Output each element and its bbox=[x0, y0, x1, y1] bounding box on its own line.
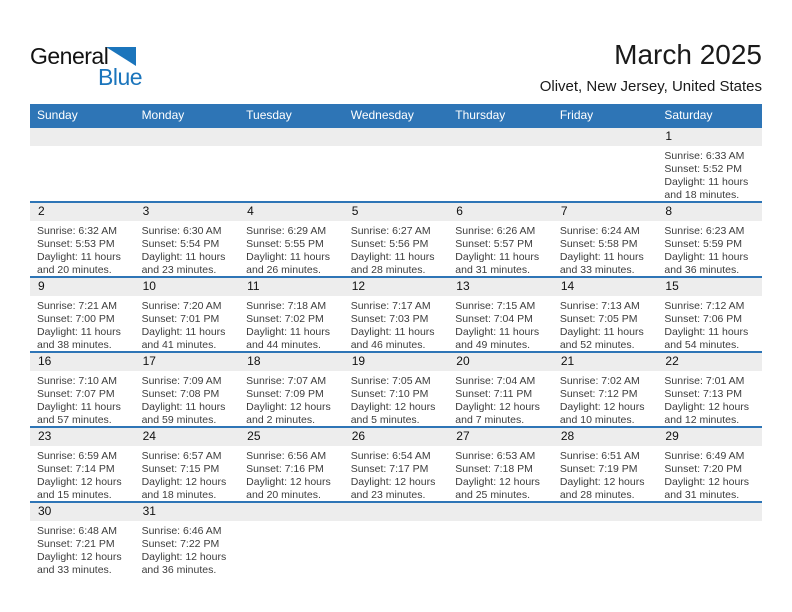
date-number-1: 1 bbox=[665, 129, 673, 143]
weekday-header-tuesday: Tuesday bbox=[246, 108, 292, 122]
day-cell-empty bbox=[239, 146, 344, 202]
detail-line: Daylight: 11 hours bbox=[37, 251, 121, 263]
detail-line: Sunrise: 7:04 AM bbox=[455, 375, 536, 387]
detail-line: and 20 minutes. bbox=[246, 489, 321, 501]
detail-line: Daylight: 11 hours bbox=[664, 326, 749, 338]
date-number-27: 27 bbox=[456, 429, 470, 443]
detail-line: Daylight: 12 hours bbox=[664, 401, 750, 413]
detail-line: Sunset: 7:18 PM bbox=[455, 463, 533, 475]
day-cell-details-3 bbox=[135, 221, 240, 277]
date-number-empty bbox=[344, 503, 449, 521]
location-subtitle: Olivet, New Jersey, United States bbox=[539, 78, 762, 95]
day-cell-details-31 bbox=[135, 521, 240, 577]
day-cell-details-12 bbox=[344, 296, 449, 352]
detail-line: Sunset: 7:13 PM bbox=[664, 388, 743, 400]
day-details-band bbox=[30, 521, 762, 576]
detail-line: Sunrise: 7:05 AM bbox=[350, 375, 431, 387]
detail-line: Sunset: 7:19 PM bbox=[559, 463, 638, 475]
detail-line: and 38 minutes. bbox=[37, 339, 112, 351]
day-cell-details-27 bbox=[448, 446, 553, 502]
detail-line: Sunset: 7:15 PM bbox=[141, 463, 220, 475]
detail-line: Sunset: 5:58 PM bbox=[559, 238, 638, 250]
day-cell-empty bbox=[553, 521, 658, 577]
detail-line: and 23 minutes. bbox=[350, 489, 426, 501]
logo-text-blue: Blue bbox=[98, 64, 143, 90]
detail-line: and 46 minutes. bbox=[350, 339, 426, 351]
detail-line: Sunset: 7:10 PM bbox=[350, 388, 429, 400]
day-cell-empty bbox=[448, 521, 553, 577]
detail-line: and 15 minutes. bbox=[37, 489, 112, 501]
weekday-header-row bbox=[30, 104, 762, 126]
date-number-3: 3 bbox=[142, 204, 150, 218]
week-row-6 bbox=[30, 501, 762, 576]
weekday-header-sunday: Sunday bbox=[37, 108, 78, 122]
date-number-band bbox=[30, 428, 762, 446]
date-number-empty bbox=[135, 128, 240, 146]
detail-line: Daylight: 12 hours bbox=[455, 476, 540, 488]
day-cell-empty bbox=[344, 521, 449, 577]
detail-line: Sunset: 7:03 PM bbox=[350, 313, 429, 325]
day-cell-details-8 bbox=[657, 221, 762, 277]
detail-line: Sunset: 5:56 PM bbox=[350, 238, 429, 250]
date-number-band bbox=[30, 503, 762, 521]
detail-line: Sunset: 5:57 PM bbox=[455, 238, 533, 250]
date-number-5: 5 bbox=[351, 204, 359, 218]
detail-line: and 18 minutes. bbox=[141, 489, 217, 501]
detail-line: Daylight: 12 hours bbox=[350, 401, 436, 413]
detail-line: Sunrise: 7:15 AM bbox=[455, 300, 536, 312]
detail-line: and 31 minutes. bbox=[664, 489, 740, 501]
day-cell-empty bbox=[344, 146, 449, 202]
day-cell-details-17 bbox=[135, 371, 240, 427]
day-cell-details-18 bbox=[239, 371, 344, 427]
day-details-band bbox=[30, 371, 762, 426]
day-cell-empty bbox=[30, 146, 135, 202]
detail-line: Sunrise: 6:27 AM bbox=[350, 225, 431, 237]
detail-line: Daylight: 12 hours bbox=[37, 551, 122, 563]
date-number-12: 12 bbox=[351, 279, 366, 293]
date-number-band bbox=[30, 278, 762, 296]
detail-line: Sunrise: 7:07 AM bbox=[246, 375, 327, 387]
detail-line: Sunset: 7:22 PM bbox=[141, 538, 220, 550]
detail-line: Sunset: 7:08 PM bbox=[141, 388, 220, 400]
detail-line: Daylight: 12 hours bbox=[141, 476, 227, 488]
logo-text-general: General bbox=[30, 43, 109, 69]
day-cell-details-19 bbox=[344, 371, 449, 427]
date-number-23: 23 bbox=[38, 429, 52, 443]
detail-line: and 33 minutes. bbox=[559, 264, 635, 276]
week-row-5 bbox=[30, 426, 762, 501]
day-cell-details-2 bbox=[30, 221, 135, 277]
detail-line: Daylight: 12 hours bbox=[559, 401, 645, 413]
detail-line: and 23 minutes. bbox=[141, 264, 217, 276]
detail-line: Sunrise: 7:18 AM bbox=[246, 300, 327, 312]
detail-line: Daylight: 12 hours bbox=[37, 476, 122, 488]
detail-line: Sunset: 5:59 PM bbox=[664, 238, 743, 250]
detail-line: Sunrise: 6:26 AM bbox=[455, 225, 536, 237]
date-number-14: 14 bbox=[560, 279, 575, 293]
day-cell-empty bbox=[239, 521, 344, 577]
detail-line: Sunset: 7:16 PM bbox=[246, 463, 324, 475]
general-blue-logo bbox=[30, 44, 150, 96]
detail-line: and 20 minutes. bbox=[37, 264, 112, 276]
detail-line: Daylight: 11 hours bbox=[37, 401, 121, 413]
detail-line: and 41 minutes. bbox=[141, 339, 217, 351]
date-number-26: 26 bbox=[351, 429, 366, 443]
detail-line: Sunrise: 7:20 AM bbox=[141, 300, 222, 312]
day-cell-details-28 bbox=[553, 446, 658, 502]
detail-line: Daylight: 11 hours bbox=[350, 251, 435, 263]
date-number-empty bbox=[553, 503, 658, 521]
date-number-31: 31 bbox=[142, 504, 156, 518]
date-number-10: 10 bbox=[142, 279, 156, 293]
detail-line: and 59 minutes. bbox=[141, 414, 217, 426]
detail-line: Daylight: 11 hours bbox=[246, 251, 330, 263]
detail-line: and 26 minutes. bbox=[246, 264, 321, 276]
detail-line: and 52 minutes. bbox=[559, 339, 635, 351]
detail-line: Daylight: 11 hours bbox=[559, 251, 644, 263]
date-number-24: 24 bbox=[142, 429, 156, 443]
date-number-25: 25 bbox=[247, 429, 261, 443]
detail-line: Sunrise: 6:53 AM bbox=[455, 450, 536, 462]
date-number-band bbox=[30, 128, 762, 146]
detail-line: and 25 minutes. bbox=[455, 489, 530, 501]
date-number-15: 15 bbox=[665, 279, 679, 293]
day-cell-details-26 bbox=[344, 446, 449, 502]
detail-line: and 57 minutes. bbox=[37, 414, 112, 426]
day-cell-details-10 bbox=[135, 296, 240, 352]
detail-line: Sunrise: 6:56 AM bbox=[246, 450, 327, 462]
date-number-21: 21 bbox=[560, 354, 575, 368]
date-number-22: 22 bbox=[665, 354, 679, 368]
detail-line: Sunrise: 7:02 AM bbox=[559, 375, 640, 387]
date-number-empty bbox=[344, 128, 449, 146]
detail-line: Sunrise: 6:57 AM bbox=[141, 450, 222, 462]
day-cell-details-7 bbox=[553, 221, 658, 277]
day-cell-details-6 bbox=[448, 221, 553, 277]
day-cell-details-25 bbox=[239, 446, 344, 502]
day-cell-details-13 bbox=[448, 296, 553, 352]
detail-line: Sunset: 7:02 PM bbox=[246, 313, 324, 325]
weekday-header-wednesday: Wednesday bbox=[350, 108, 414, 122]
date-number-17: 17 bbox=[142, 354, 156, 368]
detail-line: Sunset: 7:09 PM bbox=[246, 388, 324, 400]
detail-line: Sunrise: 7:01 AM bbox=[664, 375, 745, 387]
day-cell-details-16 bbox=[30, 371, 135, 427]
detail-line: Sunset: 7:17 PM bbox=[350, 463, 429, 475]
date-number-29: 29 bbox=[665, 429, 679, 443]
detail-line: Sunset: 5:52 PM bbox=[664, 163, 743, 175]
weekday-header-thursday: Thursday bbox=[455, 108, 506, 122]
detail-line: Daylight: 11 hours bbox=[455, 251, 540, 263]
weeks-container bbox=[30, 126, 762, 576]
day-cell-details-5 bbox=[344, 221, 449, 277]
detail-line: and 10 minutes. bbox=[559, 414, 635, 426]
day-cell-details-14 bbox=[553, 296, 658, 352]
day-cell-empty bbox=[657, 521, 762, 577]
detail-line: and 36 minutes. bbox=[664, 264, 740, 276]
weekday-header-friday: Friday bbox=[559, 108, 594, 122]
detail-line: Daylight: 12 hours bbox=[141, 551, 227, 563]
detail-line: and 7 minutes. bbox=[455, 414, 525, 426]
date-number-empty bbox=[657, 503, 762, 521]
day-cell-details-20 bbox=[448, 371, 553, 427]
detail-line: Daylight: 11 hours bbox=[455, 326, 540, 338]
detail-line: Daylight: 12 hours bbox=[664, 476, 750, 488]
detail-line: Sunrise: 6:30 AM bbox=[141, 225, 222, 237]
detail-line: Daylight: 11 hours bbox=[559, 326, 644, 338]
date-number-band bbox=[30, 353, 762, 371]
week-row-1 bbox=[30, 126, 762, 201]
detail-line: Sunset: 7:14 PM bbox=[37, 463, 115, 475]
detail-line: Daylight: 12 hours bbox=[455, 401, 540, 413]
date-number-empty bbox=[448, 503, 553, 521]
week-row-4 bbox=[30, 351, 762, 426]
day-cell-details-22 bbox=[657, 371, 762, 427]
weekday-header-monday: Monday bbox=[141, 108, 185, 122]
date-number-8: 8 bbox=[665, 204, 673, 218]
detail-line: Sunrise: 7:13 AM bbox=[559, 300, 640, 312]
detail-line: Sunrise: 6:59 AM bbox=[37, 450, 117, 462]
detail-line: Sunset: 5:55 PM bbox=[246, 238, 324, 250]
detail-line: Daylight: 12 hours bbox=[559, 476, 645, 488]
day-details-band bbox=[30, 446, 762, 501]
day-cell-details-4 bbox=[239, 221, 344, 277]
detail-line: Sunrise: 6:46 AM bbox=[141, 525, 222, 537]
date-number-13: 13 bbox=[456, 279, 470, 293]
detail-line: Sunset: 5:54 PM bbox=[141, 238, 220, 250]
detail-line: Sunset: 7:05 PM bbox=[559, 313, 638, 325]
day-cell-details-30 bbox=[30, 521, 135, 577]
date-number-2: 2 bbox=[38, 204, 45, 218]
date-number-11: 11 bbox=[247, 279, 260, 293]
detail-line: Daylight: 11 hours bbox=[664, 176, 749, 188]
detail-line: Sunrise: 6:32 AM bbox=[37, 225, 117, 237]
detail-line: Sunrise: 6:54 AM bbox=[350, 450, 431, 462]
day-details-band bbox=[30, 296, 762, 351]
detail-line: Daylight: 12 hours bbox=[246, 401, 331, 413]
day-cell-details-29 bbox=[657, 446, 762, 502]
day-details-band bbox=[30, 221, 762, 276]
date-number-empty bbox=[239, 503, 344, 521]
detail-line: and 12 minutes. bbox=[664, 414, 740, 426]
month-title: March 2025 bbox=[614, 39, 762, 70]
header-titles bbox=[540, 40, 762, 95]
detail-line: Daylight: 11 hours bbox=[350, 326, 435, 338]
detail-line: Daylight: 11 hours bbox=[246, 326, 330, 338]
week-row-2 bbox=[30, 201, 762, 276]
date-number-18: 18 bbox=[247, 354, 261, 368]
detail-line: Sunrise: 6:29 AM bbox=[246, 225, 327, 237]
detail-line: and 36 minutes. bbox=[141, 564, 217, 576]
detail-line: Sunrise: 6:49 AM bbox=[664, 450, 745, 462]
date-number-empty bbox=[553, 128, 658, 146]
weekday-header-saturday: Saturday bbox=[664, 108, 713, 122]
day-cell-details-9 bbox=[30, 296, 135, 352]
day-details-band bbox=[30, 146, 762, 201]
detail-line: Daylight: 12 hours bbox=[246, 476, 331, 488]
detail-line: and 5 minutes. bbox=[350, 414, 420, 426]
detail-line: Sunset: 7:11 PM bbox=[455, 388, 533, 400]
date-number-4: 4 bbox=[247, 204, 254, 218]
detail-line: Daylight: 11 hours bbox=[37, 326, 121, 338]
detail-line: Sunrise: 6:51 AM bbox=[559, 450, 640, 462]
date-number-28: 28 bbox=[560, 429, 575, 443]
detail-line: and 49 minutes. bbox=[455, 339, 530, 351]
detail-line: Sunset: 7:07 PM bbox=[37, 388, 115, 400]
detail-line: Sunset: 7:00 PM bbox=[37, 313, 115, 325]
date-number-9: 9 bbox=[38, 279, 45, 293]
date-number-30: 30 bbox=[38, 504, 52, 518]
date-number-empty bbox=[30, 128, 135, 146]
detail-line: Daylight: 11 hours bbox=[664, 251, 749, 263]
detail-line: and 33 minutes. bbox=[37, 564, 112, 576]
day-cell-details-24 bbox=[135, 446, 240, 502]
detail-line: and 28 minutes. bbox=[559, 489, 635, 501]
date-number-band bbox=[30, 203, 762, 221]
detail-line: Daylight: 12 hours bbox=[350, 476, 436, 488]
detail-line: Sunset: 7:21 PM bbox=[37, 538, 115, 550]
date-number-empty bbox=[448, 128, 553, 146]
detail-line: and 18 minutes. bbox=[664, 189, 740, 201]
detail-line: and 54 minutes. bbox=[664, 339, 740, 351]
day-cell-empty bbox=[448, 146, 553, 202]
day-cell-details-21 bbox=[553, 371, 658, 427]
detail-line: Sunrise: 6:23 AM bbox=[664, 225, 745, 237]
detail-line: Daylight: 11 hours bbox=[141, 401, 226, 413]
detail-line: Sunrise: 6:48 AM bbox=[37, 525, 117, 537]
detail-line: and 28 minutes. bbox=[350, 264, 426, 276]
date-number-16: 16 bbox=[38, 354, 52, 368]
detail-line: Daylight: 11 hours bbox=[141, 251, 226, 263]
day-cell-details-1 bbox=[657, 146, 762, 202]
date-number-6: 6 bbox=[456, 204, 463, 218]
week-row-3 bbox=[30, 276, 762, 351]
detail-line: and 2 minutes. bbox=[246, 414, 316, 426]
day-cell-empty bbox=[135, 146, 240, 202]
detail-line: Sunrise: 7:21 AM bbox=[37, 300, 117, 312]
detail-line: Sunrise: 7:10 AM bbox=[37, 375, 117, 387]
detail-line: Sunset: 7:01 PM bbox=[141, 313, 220, 325]
detail-line: Sunset: 7:04 PM bbox=[455, 313, 533, 325]
date-number-20: 20 bbox=[456, 354, 470, 368]
day-cell-details-11 bbox=[239, 296, 344, 352]
detail-line: Sunrise: 6:33 AM bbox=[664, 150, 745, 162]
date-number-empty bbox=[239, 128, 344, 146]
detail-line: and 44 minutes. bbox=[246, 339, 321, 351]
detail-line: Sunset: 7:20 PM bbox=[664, 463, 743, 475]
day-cell-details-23 bbox=[30, 446, 135, 502]
detail-line: Sunset: 7:12 PM bbox=[559, 388, 638, 400]
detail-line: Sunrise: 7:17 AM bbox=[350, 300, 431, 312]
detail-line: Sunset: 5:53 PM bbox=[37, 238, 115, 250]
detail-line: Sunset: 7:06 PM bbox=[664, 313, 743, 325]
day-cell-empty bbox=[553, 146, 658, 202]
date-number-19: 19 bbox=[351, 354, 366, 368]
detail-line: Daylight: 11 hours bbox=[141, 326, 226, 338]
calendar-table bbox=[30, 104, 762, 576]
detail-line: Sunrise: 7:12 AM bbox=[664, 300, 745, 312]
date-number-7: 7 bbox=[560, 204, 568, 218]
detail-line: Sunrise: 6:24 AM bbox=[559, 225, 640, 237]
detail-line: Sunrise: 7:09 AM bbox=[141, 375, 222, 387]
day-cell-details-15 bbox=[657, 296, 762, 352]
detail-line: and 31 minutes. bbox=[455, 264, 530, 276]
